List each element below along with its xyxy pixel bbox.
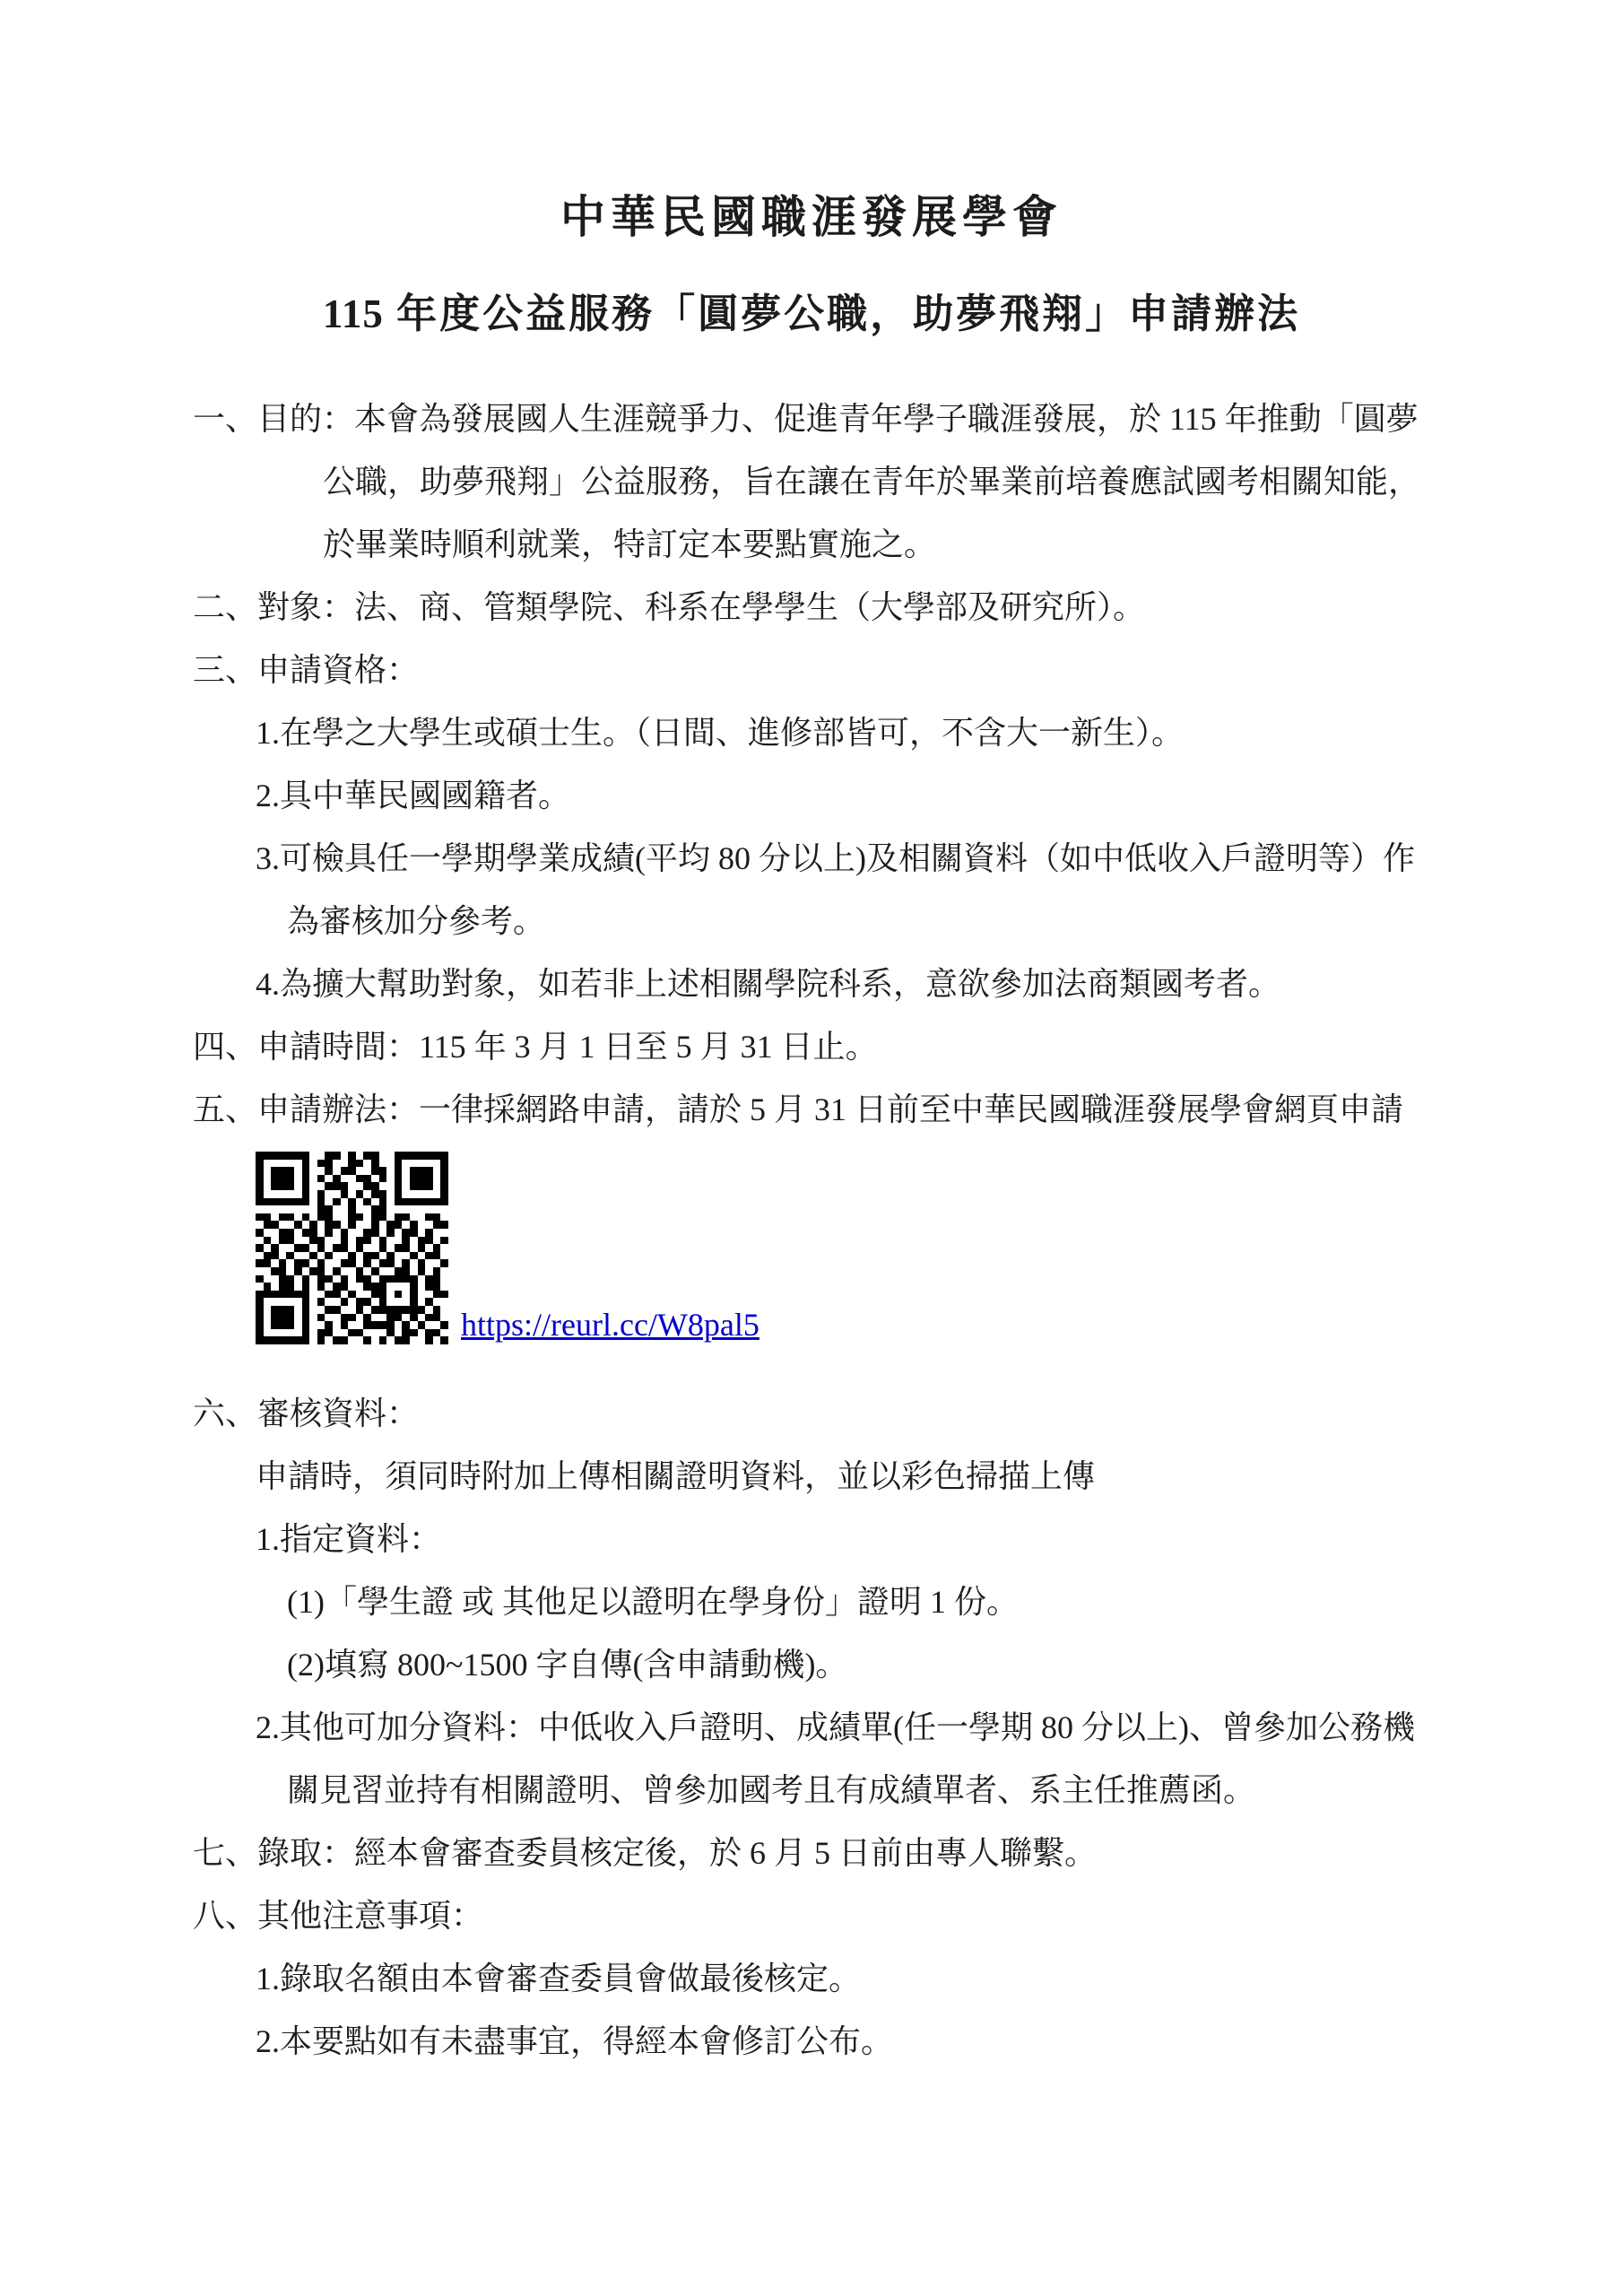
section-6-sub-2: (2)填寫 800~1500 字自傳(含申請動機)。: [287, 1647, 848, 1683]
subtitle-year: 115: [322, 291, 384, 336]
section-3-heading: 三、申請資格：: [193, 652, 420, 688]
section-6-sub-1: (1)「學生證 或 其他足以證明在學身份」證明 1 份。: [287, 1584, 1019, 1620]
title-block: [0, 188, 1623, 341]
section-6-item-2-line-1: 2.其他可加分資料：中低收入戶證明、成績單(任一學期 80 分以上)、曾參加公務機: [256, 1709, 1415, 1745]
section-6-heading: 六、審核資料：: [193, 1396, 420, 1431]
qr-block: [256, 1152, 1488, 1344]
section-3-item-3-line-2: 為審核加分參考。: [287, 903, 546, 939]
document-title: 中華民國職涯發展學會: [560, 192, 1063, 242]
section-7: 七、錄取：經本會審查委員核定後，於 6 月 5 日前由專人聯繫。: [193, 1835, 1098, 1871]
section-6-item-2-line-2: 關見習並持有相關證明、曾參加國考且有成績單者、系主任推薦函。: [287, 1772, 1256, 1808]
document-body: [0, 387, 1623, 2073]
section-4: 四、申請時間：115 年 3 月 1 日至 5 月 31 日止。: [193, 1029, 878, 1065]
subtitle-text: 年度公益服務「圓夢公職，助夢飛翔」申請辦法: [383, 291, 1301, 336]
section-6-intro: 申請時，須同時附加上傳相關證明資料，並以彩色掃描上傳: [256, 1458, 1096, 1494]
section-3-item-3-line-1: 3.可檢具任一學期學業成績(平均 80 分以上)及相關資料（如中低收入戶證明等）作: [256, 840, 1415, 876]
qr-link[interactable]: https://reurl.cc/W8pal5: [461, 1307, 759, 1343]
section-1-line-2: 公職，助夢飛翔」公益服務，旨在讓在青年於畢業前培養應試國考相關知能，: [323, 464, 1421, 500]
document-subtitle: [0, 287, 1623, 341]
section-8-item-2: 2.本要點如有未盡事宜，得經本會修訂公布。: [256, 2023, 894, 2059]
section-2: 二、對象：法、商、管類學院、科系在學學生（大學部及研究所）。: [193, 589, 1146, 625]
qr-code: [256, 1152, 448, 1344]
section-1-line-3: 於畢業時順利就業，特訂定本要點實施之。: [323, 526, 937, 562]
section-8-item-1: 1.錄取名額由本會審查委員會做最後核定。: [256, 1961, 862, 1996]
section-3-item-4: 4.為擴大幫助對象，如若非上述相關學院科系，意欲參加法商類國考者。: [256, 966, 1281, 1002]
section-3-item-2: 2.具中華民國國籍者。: [256, 778, 571, 813]
section-6-item-1: 1.指定資料：: [256, 1521, 442, 1557]
section-1-line-1: 一、目的：本會為發展國人生涯競爭力、促進青年學子職涯發展，於 115 年推動「圓夢: [193, 401, 1419, 437]
section-5-heading: 五、申請辦法：一律採網路申請，請於 5 月 31 日前至中華民國職涯發展學會網頁申請: [193, 1091, 1404, 1127]
section-3-item-1: 1.在學之大學生或碩士生。（日間、進修部皆可，不含大一新生）。: [256, 715, 1185, 751]
section-8-heading: 八、其他注意事項：: [193, 1898, 484, 1934]
